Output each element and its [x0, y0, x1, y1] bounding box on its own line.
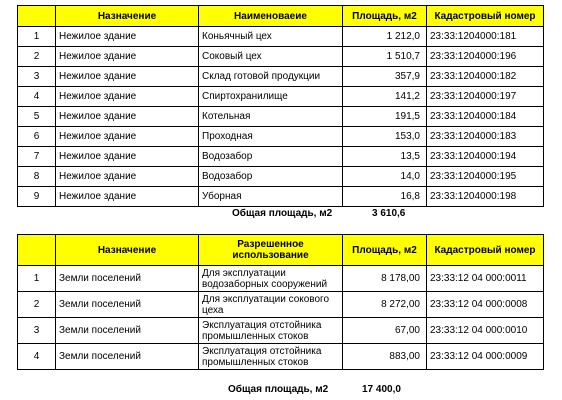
row-cadastral: 23:33:1204000:194 [427, 147, 544, 167]
header-name: Наименоваеие [199, 6, 343, 27]
row-permitted-use: Для эксплуатации сокового цеха [199, 292, 343, 318]
table1-total-label: Общая площадь, м2 [232, 208, 333, 219]
row-index: 1 [18, 27, 56, 47]
row-cadastral: 23:33:12 04 000:0009 [427, 344, 544, 370]
row-area: 14,0 [343, 167, 427, 187]
table-row [18, 47, 544, 67]
table-header-row [18, 235, 544, 266]
row-cadastral: 23:33:1204000:181 [427, 27, 544, 47]
row-index: 8 [18, 167, 56, 187]
row-cadastral: 23:33:12 04 000:0011 [427, 266, 544, 292]
table-row [18, 344, 544, 370]
table-header-row [18, 6, 544, 27]
row-purpose: Земли поселений [56, 266, 199, 292]
row-purpose: Нежилое здание [56, 47, 199, 67]
land-plots-table [17, 234, 544, 370]
row-area: 8 272,00 [343, 292, 427, 318]
table-row [18, 27, 544, 47]
header-purpose: Назначение [56, 6, 199, 27]
row-index: 3 [18, 67, 56, 87]
row-name: Котельная [199, 107, 343, 127]
row-area: 16,8 [343, 187, 427, 207]
row-index: 4 [18, 344, 56, 370]
row-cadastral: 23:33:1204000:196 [427, 47, 544, 67]
row-cadastral: 23:33:1204000:182 [427, 67, 544, 87]
row-area: 153,0 [343, 127, 427, 147]
row-name: Водозабор [199, 147, 343, 167]
row-area: 191,5 [343, 107, 427, 127]
table-row [18, 187, 544, 207]
row-index: 3 [18, 318, 56, 344]
table2-total-label: Общая площадь, м2 [228, 384, 329, 395]
row-index: 4 [18, 87, 56, 107]
header-index [18, 6, 56, 27]
row-permitted-use: Эксплуатация отстойника промышленных стоков [199, 318, 343, 344]
row-index: 9 [18, 187, 56, 207]
row-purpose: Нежилое здание [56, 127, 199, 147]
row-name: Спиртохранилище [199, 87, 343, 107]
row-cadastral: 23:33:1204000:197 [427, 87, 544, 107]
header-area: Площадь, м2 [343, 235, 427, 266]
row-cadastral: 23:33:1204000:198 [427, 187, 544, 207]
table-row [18, 87, 544, 107]
row-index: 2 [18, 292, 56, 318]
header-cadastral: Кадастровый номер [427, 235, 544, 266]
row-purpose: Нежилое здание [56, 147, 199, 167]
row-purpose: Нежилое здание [56, 107, 199, 127]
row-name: Уборная [199, 187, 343, 207]
table2-total-value: 17 400,0 [362, 384, 401, 395]
table-row [18, 127, 544, 147]
row-cadastral: 23:33:12 04 000:0008 [427, 292, 544, 318]
header-cadastral: Кадастровый номер [427, 6, 544, 27]
table-row [18, 266, 544, 292]
table-row [18, 67, 544, 87]
table-row [18, 167, 544, 187]
table-row [18, 147, 544, 167]
row-purpose: Нежилое здание [56, 167, 199, 187]
row-purpose: Земли поселений [56, 344, 199, 370]
row-area: 1 212,0 [343, 27, 427, 47]
row-area: 8 178,00 [343, 266, 427, 292]
row-area: 67,00 [343, 318, 427, 344]
row-permitted-use: Для эксплуатации водозаборных сооружений [199, 266, 343, 292]
row-index: 2 [18, 47, 56, 67]
row-purpose: Нежилое здание [56, 27, 199, 47]
row-purpose: Земли поселений [56, 318, 199, 344]
row-area: 1 510,7 [343, 47, 427, 67]
row-cadastral: 23:33:1204000:183 [427, 127, 544, 147]
table1-total-value: 3 610,6 [372, 208, 406, 219]
header-area: Площадь, м2 [343, 6, 427, 27]
row-name: Водозабор [199, 167, 343, 187]
row-permitted-use: Эксплуатация отстойника промышленных стоков [199, 344, 343, 370]
row-cadastral: 23:33:1204000:184 [427, 107, 544, 127]
table-row [18, 107, 544, 127]
header-purpose: Назначение [56, 235, 199, 266]
row-purpose: Нежилое здание [56, 67, 199, 87]
row-name: Проходная [199, 127, 343, 147]
row-cadastral: 23:33:12 04 000:0010 [427, 318, 544, 344]
row-name: Склад готовой продукции [199, 67, 343, 87]
row-purpose: Земли поселений [56, 292, 199, 318]
buildings-table [17, 5, 544, 207]
row-index: 1 [18, 266, 56, 292]
row-area: 357,9 [343, 67, 427, 87]
row-name: Соковый цех [199, 47, 343, 67]
row-index: 7 [18, 147, 56, 167]
row-name: Коньячный цех [199, 27, 343, 47]
row-area: 13,5 [343, 147, 427, 167]
row-index: 5 [18, 107, 56, 127]
row-area: 883,00 [343, 344, 427, 370]
row-purpose: Нежилое здание [56, 187, 199, 207]
row-cadastral: 23:33:1204000:195 [427, 167, 544, 187]
row-purpose: Нежилое здание [56, 87, 199, 107]
table-row [18, 292, 544, 318]
row-index: 6 [18, 127, 56, 147]
header-index [18, 235, 56, 266]
row-area: 141,2 [343, 87, 427, 107]
table-row [18, 318, 544, 344]
header-permitted-use: Разрешенное использование [199, 235, 343, 266]
